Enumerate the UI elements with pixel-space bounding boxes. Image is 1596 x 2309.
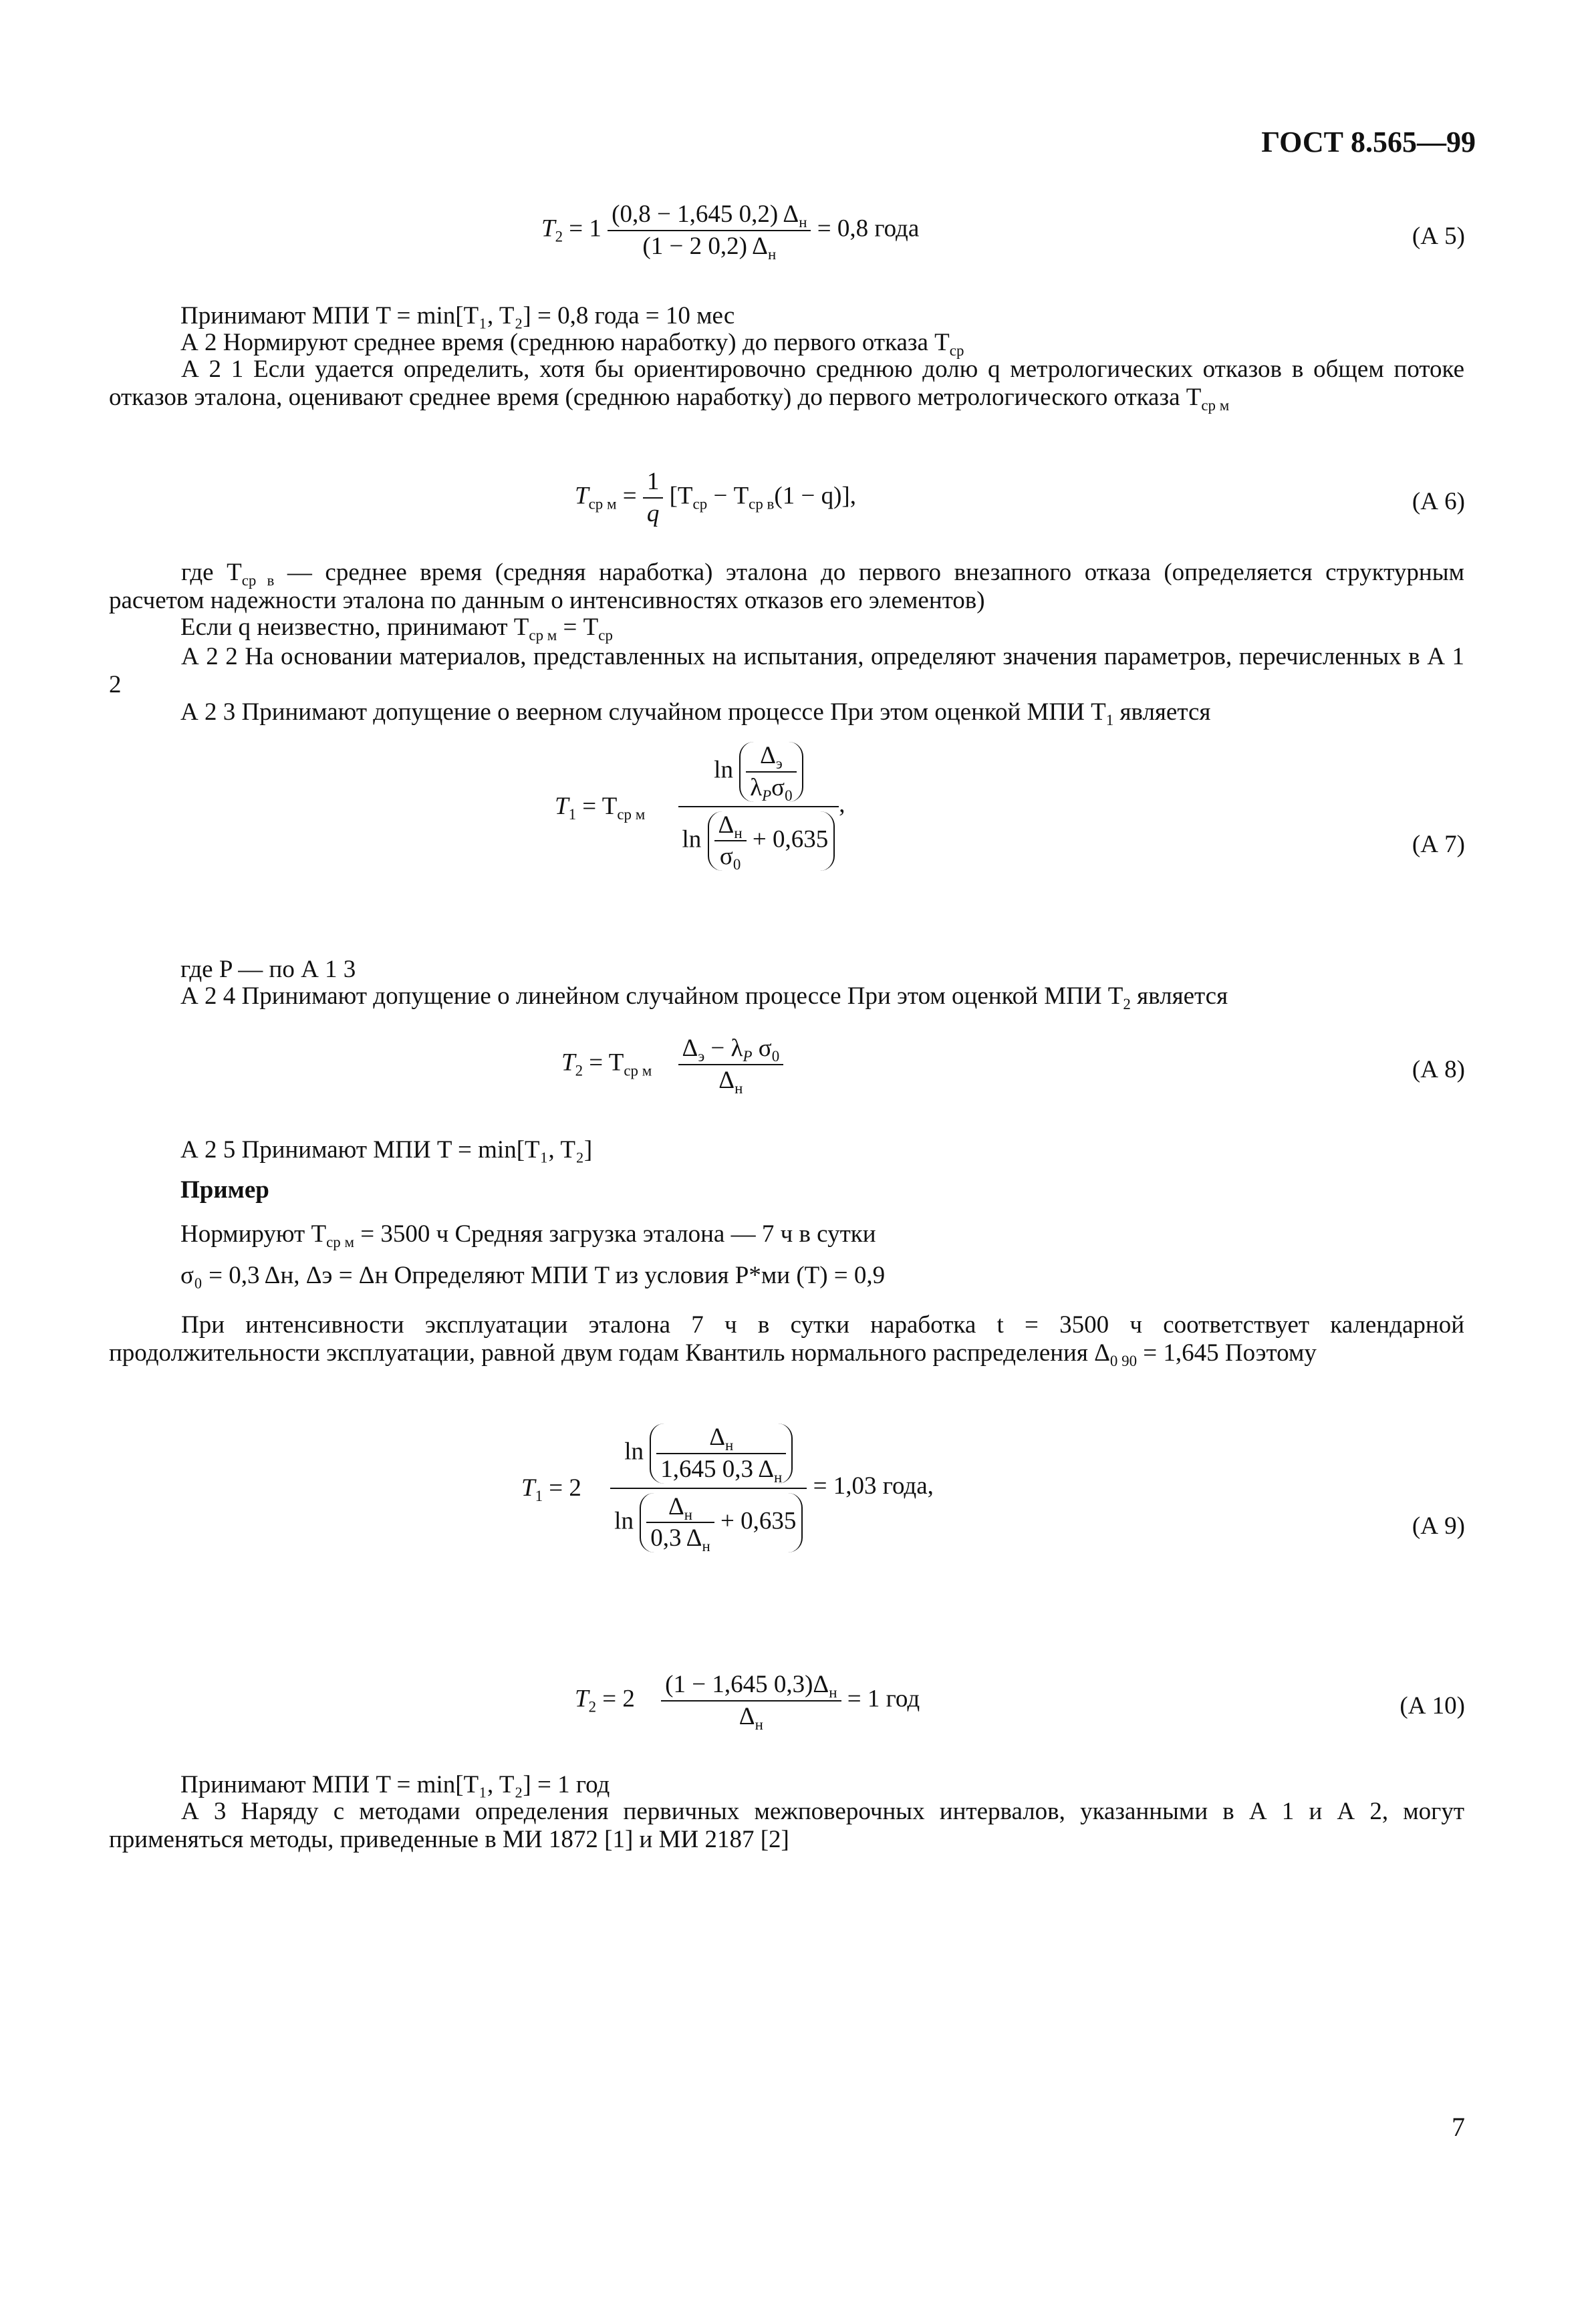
- formula-a7-label: (А 7): [1412, 831, 1465, 858]
- paragraph-a24: А 2 4 Принимают допущение о линейном случайном процессе При этом оценкой МПИ $T_2$ является: [180, 982, 1228, 1013]
- formula-a9-fraction: ln $\frac{\Delta_н}{1,645 0,3 \Delta_н}$ ln $\frac{\Delta_н}{0,3 \Delta_н}$ + 0,635: [610, 1423, 807, 1552]
- paragraph-example-3: При интенсивности эксплуатации эталона 7 ч в сутки наработка t = 3500 ч соответствует календарной продолжительности эксплуатации, равной двум годам Квантиль нормального распределения $\Delta_{0 90} = 1,645$ Поэтому: [109, 1311, 1464, 1369]
- paragraph-a3: А 3 Наряду с методами определения первичных межповерочных интервалов, указанными в А 1 и А 2, могут применяться методы, приведенные в МИ 1872 [1] и МИ 2187 [2]: [109, 1798, 1464, 1853]
- paragraph-a22: А 2 2 На основании материалов, представленных на испытания, определяют значения параметров, перечисленных в А 1 2: [109, 643, 1464, 698]
- formula-a7-fraction: ln $\frac{\Delta_э}{\lambda_P\sigma_0}$ ln $\frac{\Delta_н}{\sigma_0}$ + 0,635: [678, 742, 839, 871]
- formula-a9: $T_1 = 2$ ln $\frac{\Delta_н}{1,645 0,3 \Delta_н}$ ln $\frac{\Delta_н}{0,3 \Delta_н}$ + 0,635 = 1,03 года,: [521, 1423, 934, 1555]
- formula-a5-fraction: $\frac{(0,8 - 1,645 0,2) \Delta_н}{(1 - 2 0,2) \Delta_н}$: [608, 200, 811, 261]
- paragraph-example-2: σ₀ = 0,3 Δн, Δэ = Δн Определяют МПИ T из условия P*ми (T) = 0,9: [180, 1262, 886, 1289]
- page-number: 7: [1452, 2112, 1465, 2142]
- formula-a5-label: (А 5): [1412, 223, 1465, 250]
- document-code: ГОСТ 8.565—99: [1261, 126, 1476, 158]
- formula-a8: $T_2 = T_{ср м}$ $\frac{\Delta_э - \lambda_P \sigma_0}{\Delta_н}$: [561, 1035, 783, 1095]
- paragraph-where-p: где P — по А 1 3: [180, 956, 356, 983]
- formula-a6-label: (А 6): [1412, 488, 1465, 515]
- formula-a8-label: (А 8): [1412, 1056, 1465, 1083]
- formula-a6-fraction: $\frac{1}{q}$: [643, 468, 664, 528]
- formula-a10: $T_2 = 2$ $\frac{(1 - 1,645 0,3)\Delta_н}{\Delta_н}$ = 1 год: [575, 1671, 920, 1733]
- formula-a5: $T_2 = 1$ $\frac{(0,8 - 1,645 0,2) \Delta_н}{(1 - 2 0,2) \Delta_н}$ = 0,8 года: [541, 200, 920, 263]
- paragraph-a5-result: Принимают МПИ T = min[T₁, T₂] = 0,8 года = 10 мес: [180, 302, 735, 329]
- paragraph-where-tsrv: где $T_{ср в}$ — среднее время (средняя наработка) эталона до первого внезапного отказа (определяется структурным расчетом надежности эталона по данным о интенсивностях отказов его элементов): [109, 559, 1464, 614]
- paragraph-a10-result: Принимают МПИ T = min[T₁, T₂] = 1 год: [180, 1771, 610, 1798]
- formula-a10-fraction: $\frac{(1 - 1,645 0,3)\Delta_н}{\Delta_н}$: [661, 1671, 841, 1731]
- paragraph-example-1: Нормируют $T_{ср м} = 3500$ ч Средняя загрузка эталона — 7 ч в сутки: [180, 1220, 876, 1251]
- paragraph-a2: А 2 Нормируют среднее время (среднюю наработку) до первого отказа $T_{ср}$: [180, 329, 964, 360]
- formula-a5-lhs: T: [541, 215, 555, 243]
- paragraph-if-q: Если q неизвестно, принимают $T_{ср м} = T_{ср}$: [180, 614, 613, 644]
- formula-a6: $T_{ср м}$ = $\frac{1}{q}$ $[T_{ср} - T_{ср в}(1 - q)]$,: [575, 468, 856, 527]
- formula-a10-label: (А 10): [1400, 1692, 1465, 1720]
- formula-a8-fraction: $\frac{\Delta_э - \lambda_P \sigma_0}{\Delta_н}$: [678, 1035, 784, 1095]
- formula-a7: $T_1 = T_{ср м}$ ln $\frac{\Delta_э}{\lambda_P\sigma_0}$ ln $\frac{\Delta_н}{\sigma_0}$ + 0,635 ,: [555, 742, 845, 873]
- paragraph-a21: А 2 1 Если удается определить, хотя бы ориентировочно среднюю долю q метрологических отказов в общем потоке отказов эталона, оценивают среднее время (среднюю наработку) до первого метрологического отказа $T_{ср м}$: [109, 356, 1464, 414]
- formula-a9-label: (А 9): [1412, 1512, 1465, 1540]
- paragraph-a25: А 2 5 Принимают МПИ T = min[T₁, T₂]: [180, 1136, 593, 1164]
- paragraph-a23: А 2 3 Принимают допущение о веерном случайном процессе При этом оценкой МПИ $T_1$ является: [180, 698, 1211, 729]
- example-title: Пример: [180, 1176, 269, 1204]
